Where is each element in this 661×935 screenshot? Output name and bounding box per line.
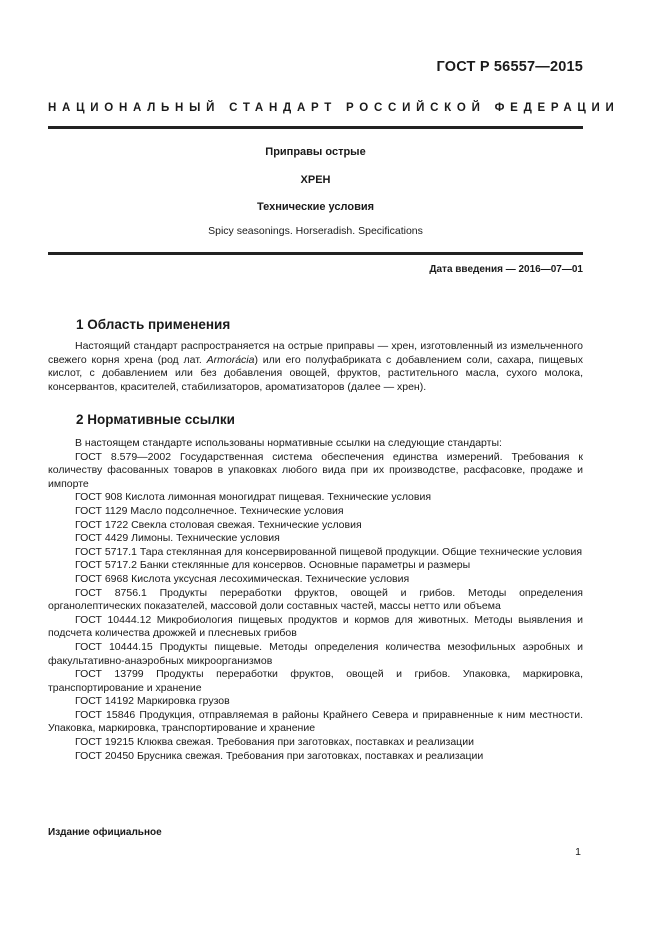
- reference-item: ГОСТ 1129 Масло подсолнечное. Технические условия: [75, 504, 344, 517]
- document-code: ГОСТ Р 56557—2015: [436, 59, 583, 75]
- section-2-body: [48, 437, 583, 763]
- reference-list: [48, 451, 583, 764]
- reference-item: ГОСТ 13799 Продукты переработки фруктов, овощей и грибов. Упаковка, маркировка, транспортирование и хранение: [48, 668, 583, 694]
- title-product: ХРЕН: [300, 174, 331, 186]
- official-edition-label: Издание официальное: [48, 827, 162, 838]
- reference-item: ГОСТ 14192 Маркировка грузов: [75, 695, 230, 708]
- reference-item: ГОСТ 4429 Лимоны. Технические условия: [75, 532, 280, 545]
- references-intro: В настоящем стандарте использованы нормативные ссылки на следующие стандарты:: [75, 437, 502, 449]
- national-standard-header: НАЦИОНАЛЬНЫЙ СТАНДАРТ РОССИЙСКОЙ ФЕДЕРАЦИИ: [48, 102, 620, 114]
- reference-item: ГОСТ 908 Кислота лимонная моногидрат пищевая. Технические условия: [75, 491, 432, 504]
- scope-text-before-latin: Настоящий стандарт распространяется на острые приправы — хрен, изготовленный из измельченного свежего корня хрена (род лат.: [48, 340, 583, 366]
- reference-item: ГОСТ 19215 Клюква свежая. Требования при заготовках, поставках и реализации: [75, 736, 474, 749]
- reference-item: ГОСТ 20450 Брусника свежая. Требования при заготовках, поставках и реализации: [75, 749, 484, 762]
- reference-item: ГОСТ 10444.12 Микробиология пищевых продуктов и кормов для животных. Методы выявления и подсчета количества дрожжей и плесневых грибов: [48, 613, 583, 640]
- reference-item: ГОСТ 8.579—2002 Государственная система обеспечения единства измерений. Требования к количеству фасованных товаров в упаковках любого вида при их производстве, расфасовке, продаже и импорте: [48, 450, 583, 490]
- header-divider: [48, 126, 583, 129]
- scope-text-after-latin: ) или его полуфабриката с добавлением соли, сахара, пищевых кислот, с добавлением или без добавления овощей, фруктов, растительного масла, сухого молока, консервантов, красителей, стабилизаторов, ароматизаторов (далее — хрен).: [48, 353, 583, 393]
- title-divider: [48, 252, 583, 255]
- title-category: Приправы острые: [265, 146, 366, 158]
- section-1-heading: 1 Область применения: [76, 317, 231, 332]
- reference-item: ГОСТ 8756.1 Продукты переработки фруктов, овощей и грибов. Методы определения органолептических показателей, массовой доли составных частей, массы нетто или объема: [48, 586, 583, 613]
- scope-latin-name: Armorácia: [206, 353, 255, 366]
- reference-item: ГОСТ 5717.1 Тара стеклянная для консервированной пищевой продукции. Общие технические условия: [75, 545, 583, 558]
- reference-item: ГОСТ 6968 Кислота уксусная лесохимическая. Технические условия: [75, 572, 410, 585]
- reference-item: ГОСТ 10444.15 Продукты пищевые. Методы определения количества мезофильных аэробных и факультативно-анаэробных микроорганизмов: [48, 640, 583, 667]
- scope-paragraph: [48, 340, 583, 394]
- section-2-heading: 2 Нормативные ссылки: [76, 412, 235, 427]
- title-kind: Технические условия: [256, 201, 375, 213]
- introduction-date: Дата введения — 2016—07—01: [429, 264, 583, 275]
- reference-item: ГОСТ 1722 Свекла столовая свежая. Технические условия: [75, 518, 362, 531]
- reference-item: ГОСТ 5717.2 Банки стеклянные для консервов. Основные параметры и размеры: [75, 559, 471, 572]
- section-1-body: [48, 340, 583, 394]
- title-english: Spicy seasonings. Horseradish. Specifications: [208, 225, 423, 237]
- page-number: 1: [575, 846, 581, 858]
- reference-item: ГОСТ 15846 Продукция, отправляемая в районы Крайнего Севера и приравненные к ним местности. Упаковка, маркировка, транспортирование и хранение: [48, 708, 583, 735]
